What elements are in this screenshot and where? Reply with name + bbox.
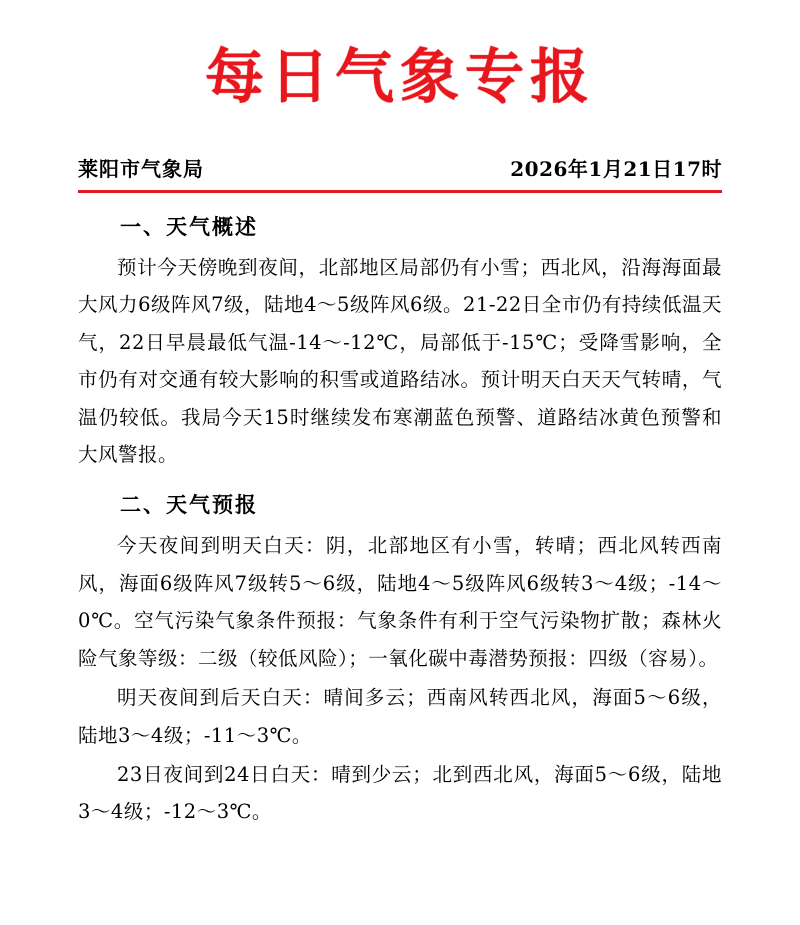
issuer-name: 莱阳市气象局 (78, 156, 204, 181)
paragraph-overview-1: 预计今天傍晚到夜间，北部地区局部仍有小雪；西北风，沿海海面最大风力6级阵风7级，陆地4～5级阵风6级。21-22日全市仍有持续低温天气，22日早晨最低气温-14～-12℃，局部低于-15℃；受降雪影响，全市仍有对交通有较大影响的积雪或道路结冰。预计明天白天天气转晴，气温仍较低。我局今天15时继续发布寒潮蓝色预警、道路结冰黄色预警和大风警报。 (78, 255, 722, 466)
section-heading-overview: 一、天气概述 (120, 213, 258, 239)
paragraph-forecast-1: 今天夜间到明天白天：阴，北部地区有小雪，转晴；西北风转西南风，海面6级阵风7级转5～6级，陆地4～5级阵风6级转3～4级；-14～0℃。空气污染气象条件预报：气象条件有利于空气污染物扩散；森林火险气象等级：二级（较低风险）；一氧化碳中毒潜势预报：四级（容易）。 (78, 534, 722, 670)
issue-datetime: 2026年1月21日17时 (510, 156, 722, 181)
document-body (78, 211, 722, 831)
document-meta (78, 153, 722, 182)
page-title: 每日气象专报 (204, 42, 595, 111)
paragraph-forecast-2: 明天夜间到后天白天：晴间多云；西南风转西北风，海面5～6级，陆地3～4级；-11～3℃。 (78, 686, 722, 747)
paragraph-forecast-3: 23日夜间到24日白天：晴到少云；北到西北风，海面5～6级，陆地3～4级；-12～3℃。 (78, 763, 722, 824)
section-heading-forecast: 二、天气预报 (120, 492, 258, 518)
header-divider (78, 190, 722, 193)
